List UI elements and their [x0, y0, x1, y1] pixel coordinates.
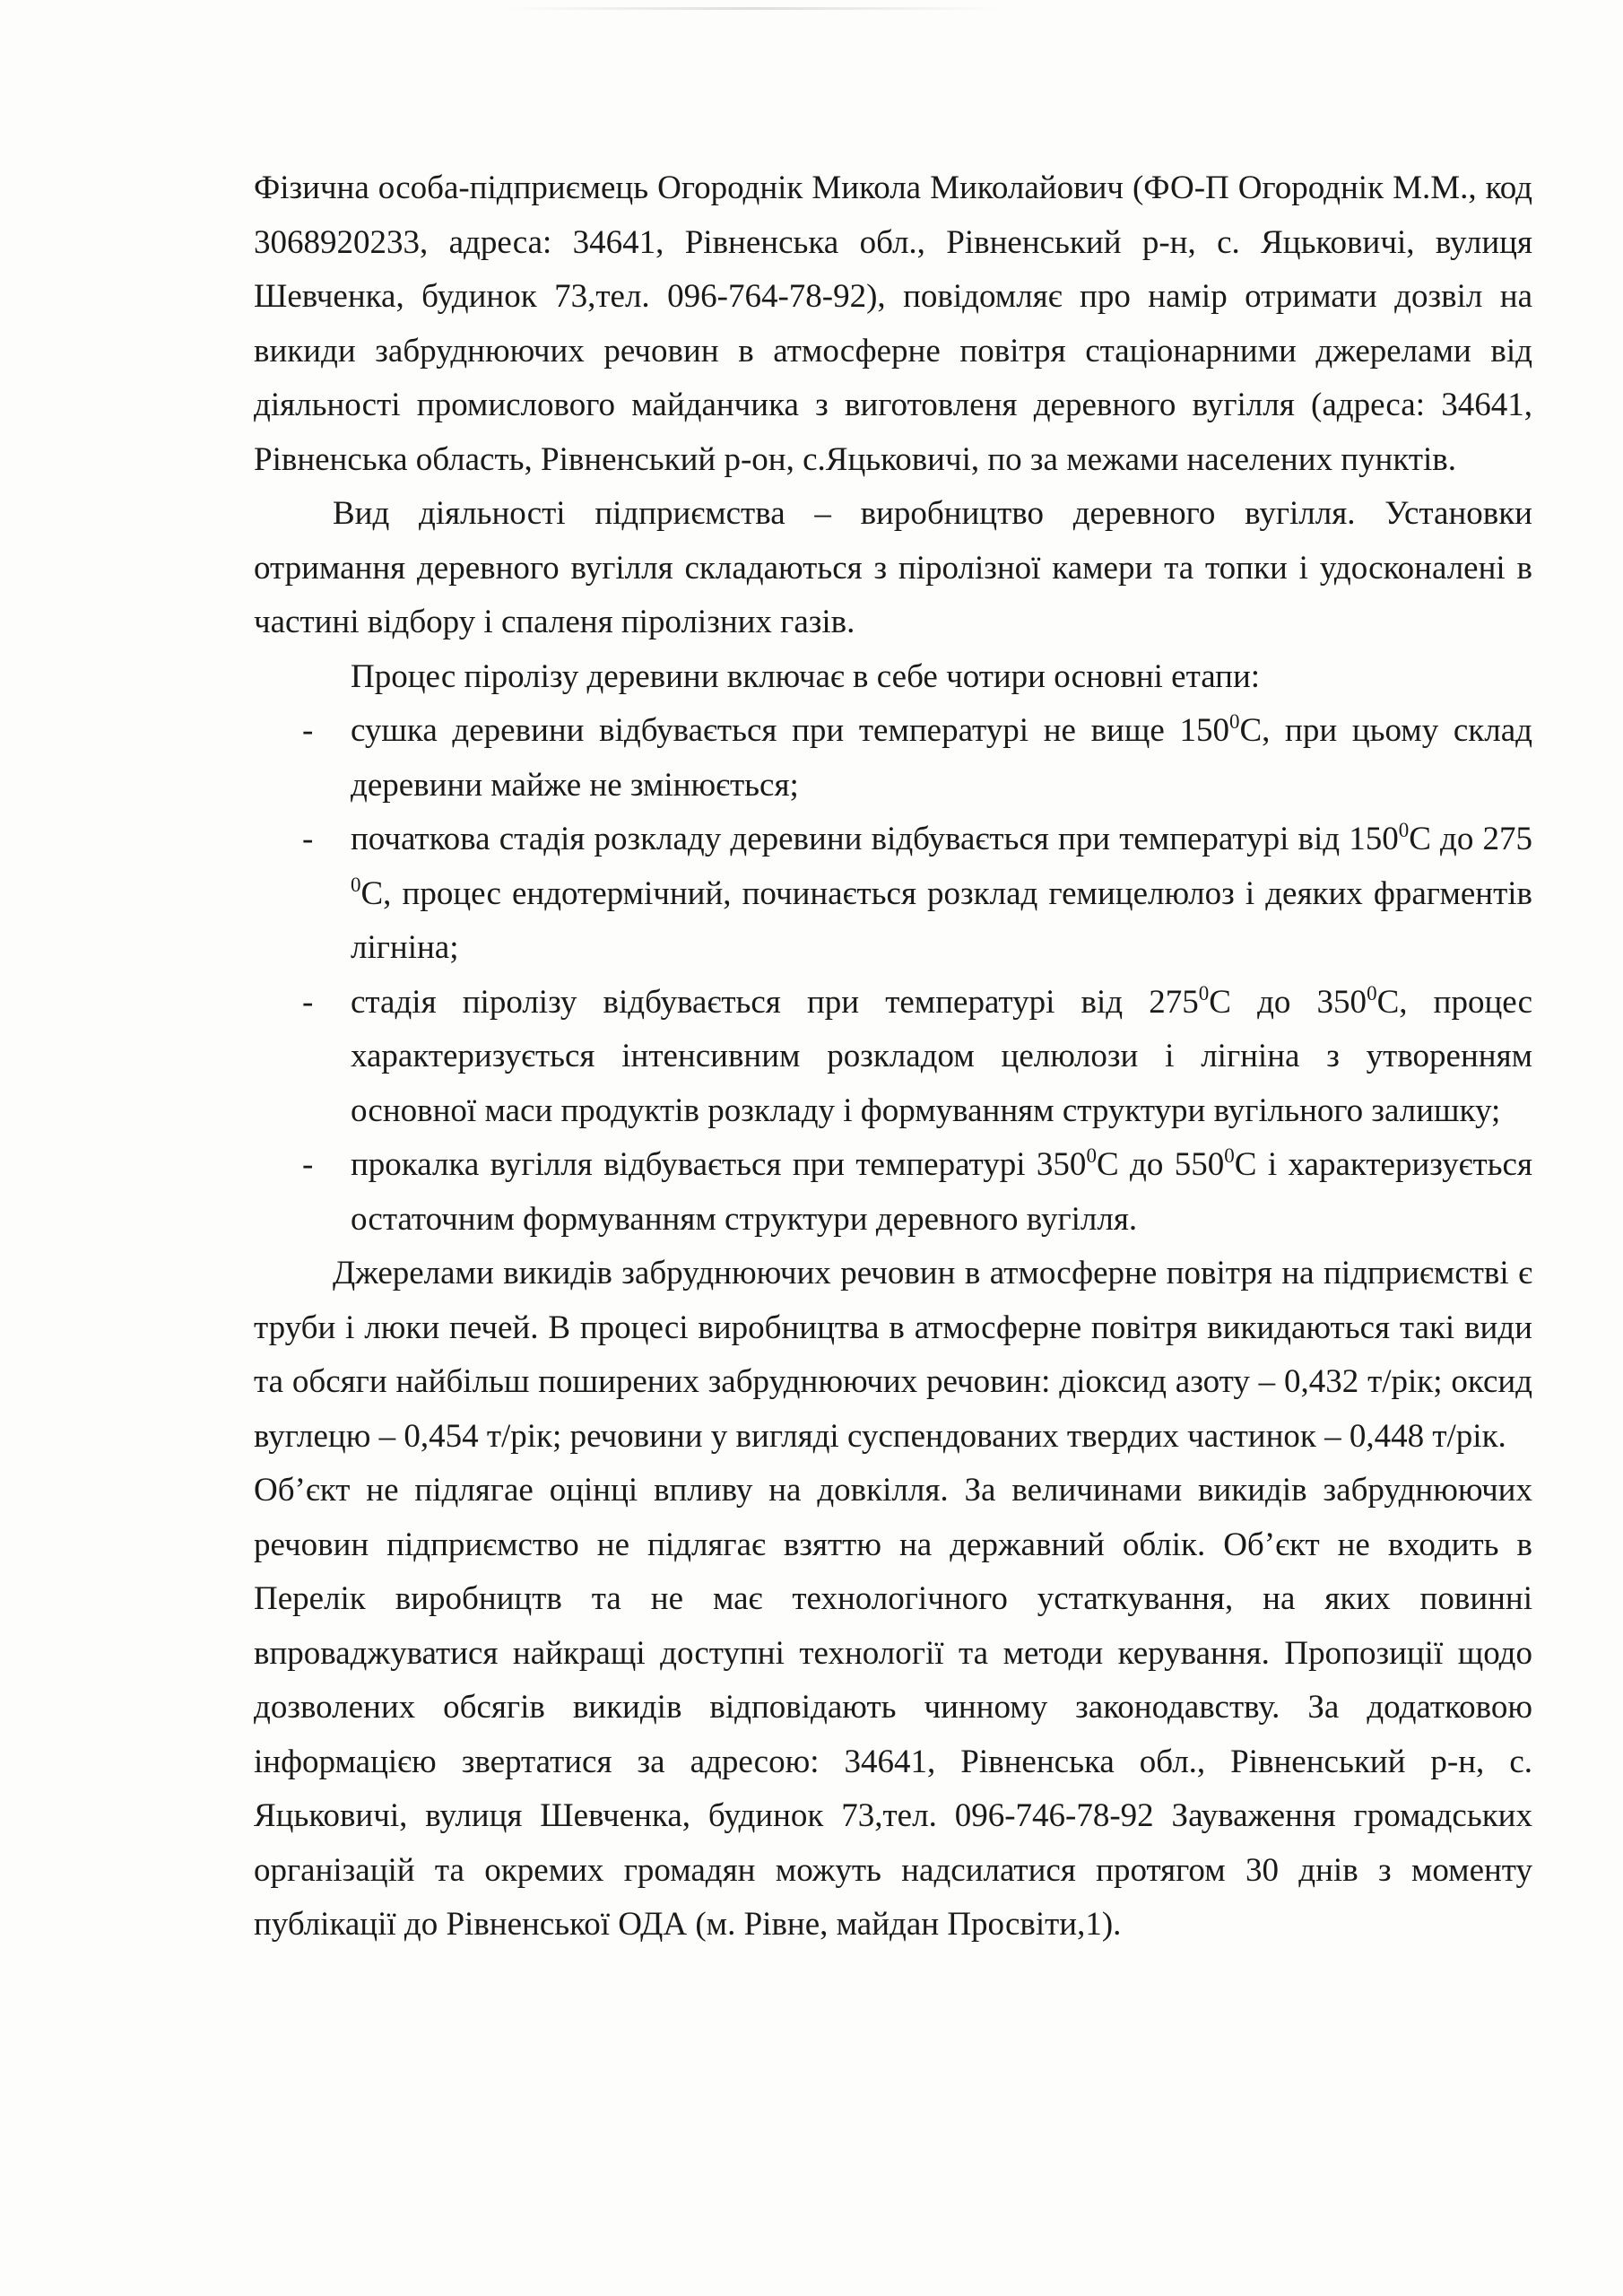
degree-mark: 0 — [351, 873, 361, 896]
list-item: - прокалка вугілля відбувається при температурі $350^0С$ до $550^0С$ і характеризується остаточним формуванням структури деревного вугілля. — [254, 1138, 1532, 1247]
bullet-dash: - — [302, 983, 314, 1021]
paragraph-activity-type: Вид діяльності підприємства – виробництво деревного вугілля. Установки отримання деревного вугілля складаються з піролізної камери та топки і удосконалені в частині відбору і спаленя піролізних газів. — [254, 495, 1532, 640]
paragraph-emission-sources: Джерелами викидів забруднюючих речовин в атмосферне повітря на підприємстві є труби і люки печей. В процесі виробництва в атмосферне повітря викидаються такі види та обсяги найбільш поширених забруднюючих речовин: діоксид азоту – 0,432 т/рік; оксид вуглецю – 0,454 т/рік; речовини у вигляді суспендованих твердих частинок – 0,448 т/рік. — [254, 1255, 1532, 1455]
degree-mark: 0 — [1086, 1144, 1097, 1167]
bullet-dash: - — [302, 1146, 314, 1183]
list-item: - стадія піролізу відбувається при температурі від $275^0С$ до $350^0С$, процес характеризується інтенсивним розкладом целюлози і лігніна з утворенням основної маси продуктів розкладу і формуванням структури вугільного залишку; — [254, 976, 1532, 1139]
bullet-dash: - — [302, 712, 314, 749]
bullet-dash: - — [302, 821, 314, 857]
degree-mark: 0 — [1228, 710, 1240, 733]
paragraph-assessment-contacts: Об’єкт не підлягае оцінці впливу на довкілля. За величинами викидів забруднюючих речовин підприємство не підлягає взяттю на державний облік. Об’єкт не входить в Перелік виробництв та не має технологічного устаткування, на яких повинні впроваджуватися найкращі доступні технології та методи керування. Пропозиції щодо дозволених обсягів викидів відповідають чинному законодавству. За додатковою інформацією звертатися за адресою: 34641, Рівненська обл., Рівненський р-н, с. Яцьковичі, вулиця Шевченка, будинок 73,тел. 096-746-78-92 Зауваження громадських організацій та окремих громадян можуть надсилатися протягом 30 днів з моменту публікації до Рівненської ОДА (м. Рівне, майдан Просвіти,1). — [254, 1472, 1532, 1943]
degree-mark: 0 — [1367, 981, 1377, 1004]
paragraph-intro-notice: Фізична особа-підприємець Огороднік Микола Миколайович (ФО-П Огороднік М.М., код 3068920233, адреса: 34641, Рівненська обл., Рівненський р-н, с. Яцьковичі, вулиця Шевченка, будинок 73,тел. 096-764-78-92), повідомляє про намір отримати дозвіл на викиди забруднюючих речовин в атмосферне повітря стаціонарними джерелами від діяльності промислового майданчика з виготовленя деревного вугілля (адреса: 34641, Рівненська область, Рівненський р-он, с.Яцьковичі, по за межами населених пунктів. — [254, 170, 1532, 478]
list-item: - початкова стадія розкладу деревини відбувається при температурі від $150^0С$ до 275 $^0$С, процес ендотермічний, починається розклад гемицелюлоз і деяких фрагментів лігніна; — [254, 813, 1532, 976]
list-item: - сушка деревини відбувається при температурі не вище $150^0С$, при цьому склад деревини майже не змінюється; — [254, 704, 1532, 813]
document-body — [254, 161, 1532, 1952]
degree-mark: 0 — [1224, 1144, 1235, 1167]
pyrolysis-stages-list — [254, 704, 1532, 1247]
degree-mark: 0 — [1398, 819, 1410, 841]
scan-edge-shadow — [502, 7, 1004, 10]
degree-mark: 0 — [1198, 981, 1210, 1004]
pyrolysis-stages-intro: Процес піролізу деревини включає в себе чотири основні етапи: — [351, 657, 1261, 695]
